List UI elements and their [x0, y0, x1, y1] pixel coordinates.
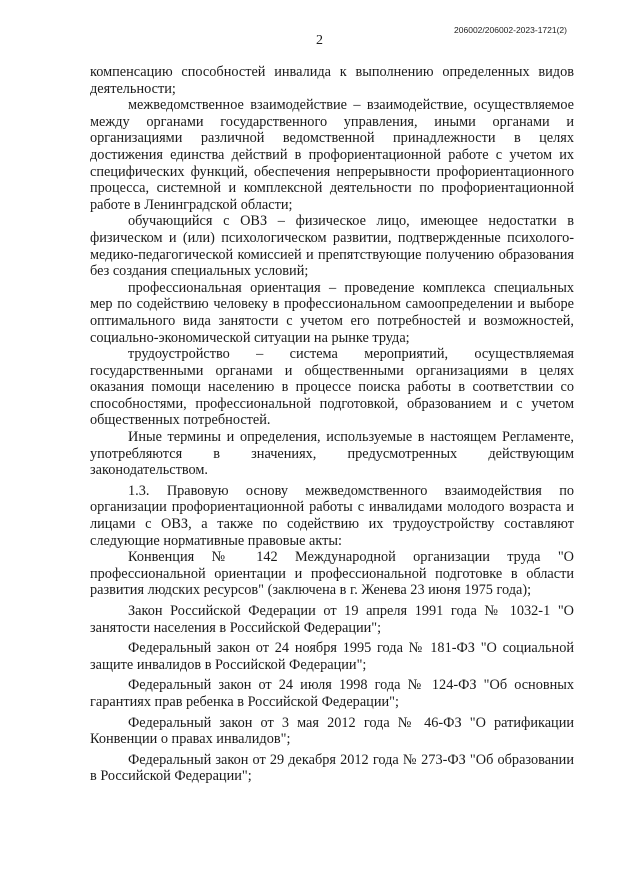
- page-number: 2: [316, 33, 323, 48]
- document-body: [90, 64, 574, 785]
- legal-act-law-1032-1: Закон Российской Федерации от 19 апреля 1991 года № 1032-1 "О занятости населения в Российской Федерации";: [90, 603, 574, 636]
- legal-act-law-46-fz: Федеральный закон от 3 мая 2012 года № 46-ФЗ "О ратификации Конвенции о правах инвалидов";: [90, 714, 574, 748]
- definition-interagency-cooperation: межведомственное взаимодействие – взаимодействие, осуществляемое между органами государственного управления, иными органами и организациями различной ведомственной принадлежности в целях достижения единства действий в профориентационной работе с учетом их специфических функций, обеспечения непрерывности профориентационного процесса, системной и комплексной деятельности по профориентационной работе в Ленинградской области;: [90, 97, 574, 213]
- legal-act-ilo-convention-142: Конвенция № 142 Международной организации труда "О профессиональной ориентации и профессиональной подготовке в области развития людских ресурсов" (заключена в г. Женева 23 июня 1975 года);: [90, 549, 574, 599]
- paragraph-continuation: компенсацию способностей инвалида к выполнению определенных видов деятельности;: [90, 64, 574, 97]
- document-registration-number: 206002/206002-2023-1721(2): [454, 25, 567, 35]
- definition-student-with-disabilities: обучающийся с ОВЗ – физическое лицо, имеющее недостатки в физическом и (или) психологическом развитии, подтвержденные психолого-медико-педагогической комиссией и препятствующие получению образования без создания специальных условий;: [90, 213, 574, 280]
- definition-career-guidance: профессиональная ориентация – проведение комплекса специальных мер по содействию человеку в профессиональном самоопределении и выборе оптимального вида занятости с учетом его потребностей и возможностей, социально-экономической ситуации на рынке труда;: [90, 279, 574, 346]
- section-1-3-legal-basis: 1.3. Правовую основу межведомственного взаимодействия по организации профориентационной работы с инвалидами молодого возраста и лицами с ОВЗ, а также по содействию их трудоустройству составляют следующие нормативные правовые акты:: [90, 482, 574, 549]
- paragraph-other-terms: Иные термины и определения, используемые в настоящем Регламенте, употребляются в значениях, предусмотренных действующим законодательством.: [90, 429, 574, 479]
- legal-act-law-124-fz: Федеральный закон от 24 июля 1998 года № 124-ФЗ "Об основных гарантиях прав ребенка в Российской Федерации";: [90, 677, 574, 710]
- legal-act-law-273-fz: Федеральный закон от 29 декабря 2012 года № 273-ФЗ "Об образовании в Российской Федерации";: [90, 751, 574, 785]
- definition-employment: трудоустройство – система мероприятий, осуществляемая государственными органами и общественными организациями в целях оказания помощи населению в процессе поиска работы в соответствии со способностями, профессиональной подготовкой, образованием и с учетом общественных потребностей.: [90, 346, 574, 429]
- legal-act-law-181-fz: Федеральный закон от 24 ноября 1995 года № 181-ФЗ "О социальной защите инвалидов в Российской Федерации";: [90, 640, 574, 673]
